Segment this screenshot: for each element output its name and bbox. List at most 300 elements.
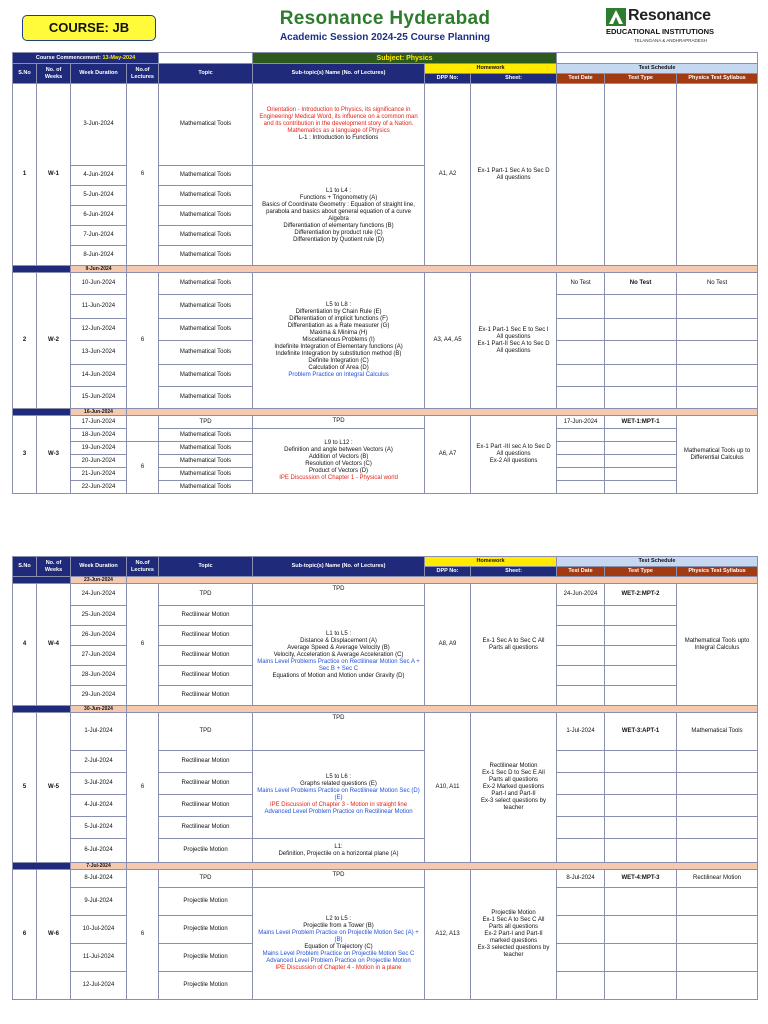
date-cell: 22-Jun-2024 [71,481,127,494]
topic-cell: Rectilinear Motion [159,751,253,773]
sno-cell: 6 [13,870,37,1000]
blank-cell [557,387,605,409]
topic-cell: Mathematical Tools [159,84,253,166]
lectures-cell: 6 [127,442,159,494]
text-line: Mains Level Problems Practice on Rectilinear Motion Sec A + Sec B + Sec C [257,659,420,672]
blank-cell [605,839,677,863]
col-sno: S.No [13,64,37,84]
blank-cell [605,455,677,468]
course-badge: COURSE: JB [22,15,156,41]
topic-cell: Mathematical Tools [159,442,253,455]
sunday-row [13,706,758,713]
page-title: Resonance Hyderabad [279,8,491,29]
blank-cell [557,666,605,686]
topic-cell: Mathematical Tools [159,295,253,319]
subtopic-cell [253,888,425,1000]
text-line: Product of Vectors (D) [309,468,369,474]
blank-cell [605,751,677,773]
col-lectures: No.of Lectures [127,557,159,577]
week-cell: W-1 [37,84,71,266]
text-line: L2 to L5 : [325,915,352,922]
date-cell: 12-Jun-2024 [71,319,127,341]
topic-cell: Rectilinear Motion [159,606,253,626]
sno-cell: 1 [13,84,37,266]
schedule-table-2 [12,556,758,1000]
day-row [13,713,758,751]
sunday-date: 16-Jun-2024 [71,409,127,416]
text-line: IPE Discussion of Chapter 3 - Motion in straight line [269,801,408,808]
text-line: Definite Integration (C) [308,358,369,364]
lectures-cell: 6 [127,273,159,409]
commencement-row [13,53,758,64]
blank-cell [557,365,605,387]
syllabus-cell: No Test [677,273,758,295]
text-line: Ex-1 Part-1 Sec A to Sec D [477,167,550,174]
sheet-cell [471,584,557,706]
text-line: L5 to L8 : [326,302,352,308]
syllabus-cell: Mathematical Tools upto Integral Calculus [677,584,758,706]
blank-cell [13,706,71,713]
test-date-cell: 8-Jul-2024 [557,870,605,888]
sunday-row [13,409,758,416]
syllabus-cell: Rectilinear Motion [677,870,758,888]
test-date-cell: No Test [557,273,605,295]
col-homework: Homework [425,64,557,74]
text-line: Average Speed & Average Velocity (B) [287,645,390,651]
text-line: Definition and angle between Vectors (A) [284,447,393,453]
text-line: Calculation of Area (D) [308,365,369,371]
text-line: Addition of Vectors (B) [308,454,369,460]
text-line: Miscellaneous Problems (I) [302,337,375,343]
sheet-cell [471,870,557,1000]
topic-cell: Mathematical Tools [159,429,253,442]
subtopic-cell [253,273,425,409]
date-cell: 11-Jun-2024 [71,295,127,319]
blank-cell [557,817,605,839]
blank-cell [557,686,605,706]
text-line: Mains Level Problem Practice on Projectile Motion Sec C [262,950,415,957]
day-row [13,84,758,166]
date-cell: 8-Jul-2024 [71,870,127,888]
text-line: Ex-1 Sec A to Sec C All [482,637,545,644]
blank-cell [605,341,677,365]
subject-cell: Subject: Physics [253,53,557,64]
blank-cell [557,972,605,1000]
topic-cell: Mathematical Tools [159,387,253,409]
dpp-cell: A8, A9 [425,584,471,706]
blank-cell [557,295,605,319]
lectures-cell: 6 [127,870,159,1000]
blank-cell [557,795,605,817]
col-subtopic: Sub-topic(s) Name (No. of Lectures) [253,557,425,577]
text-line: Ex-1 Part -III sec A to Sec D [476,444,551,450]
sno-cell: 3 [13,416,37,494]
col-weeks: No. of Weeks [37,64,71,84]
text-line: All questions [496,333,531,340]
lectures-cell: 6 [127,713,159,863]
text-line: Algebra [328,215,349,222]
subtopic-cell: TPD [253,416,425,429]
blank-cell [557,481,605,494]
text-line: Ex-1 Part-II Sec A to Sec D [477,340,550,347]
col-test-type: Test Type [605,74,677,84]
text-line: Indefinite Integration of Elementary functions (A) [274,344,403,350]
blank-cell [557,319,605,341]
subtopic-cell: TPD [253,870,425,888]
text-line: Basics of Coordinate Geometry : Equation of straight line, parabola and basics about general equation of a curve [262,201,415,215]
text-line: Differentiation by Chain Rule (E) [295,309,382,315]
col-topic: Topic [159,64,253,84]
topic-cell: Mathematical Tools [159,365,253,387]
date-cell: 8-Jun-2024 [71,246,127,266]
test-type-cell: No Test [605,273,677,295]
date-cell: 11-Jul-2024 [71,944,127,972]
topic-cell: Mathematical Tools [159,186,253,206]
blank-cell [605,429,677,442]
topic-cell: Rectilinear Motion [159,626,253,646]
blank-cell [605,944,677,972]
blank-cell [557,455,605,468]
topic-cell: Projectile Motion [159,839,253,863]
date-cell: 21-Jun-2024 [71,468,127,481]
date-cell: 18-Jun-2024 [71,429,127,442]
blank-cell [677,319,758,341]
text-line: IPE Discussion of Chapter 4 - Motion in a plane [275,964,402,971]
topic-cell: Rectilinear Motion [159,795,253,817]
title-block [200,8,570,43]
text-line: Differentiation as a Rate measurer (G) [287,323,390,329]
blank-cell [557,751,605,773]
logo-name: Resonance [628,7,711,24]
test-date-cell: 17-Jun-2024 [557,416,605,429]
text-line: Projectile from a Tower (B) [303,922,374,929]
week-cell: W-3 [37,416,71,494]
date-cell: 25-Jun-2024 [71,606,127,626]
blank-cell [605,319,677,341]
topic-cell: TPD [159,584,253,606]
col-lectures: No.of Lectures [127,64,159,84]
blank-cell [127,863,758,870]
col-duration: Week Duration [71,64,127,84]
date-cell: 29-Jun-2024 [71,686,127,706]
test-date-cell: 1-Jul-2024 [557,713,605,751]
col-duration: Week Duration [71,557,127,577]
test-type-cell: WET-2:MPT-2 [605,584,677,606]
text-line: Part-I and Part-II [491,791,536,797]
blank-cell [677,839,758,863]
text-line: L-1 : Introduction to Functions [298,135,379,141]
text-line: Ex-2 Part-I and Part-II [484,931,543,937]
test-type-cell: WET-4:MPT-3 [605,870,677,888]
col-syllabus: Physics Test Syllabus [677,567,758,577]
blank-cell [677,944,758,972]
blank-cell [605,972,677,1000]
date-cell: 5-Jun-2024 [71,186,127,206]
date-cell: 20-Jun-2024 [71,455,127,468]
week-cell: W-5 [37,713,71,863]
text-line: Resolution of Vectors (C) [305,461,372,467]
commencement-date: 13-May-2024 [102,54,136,61]
topic-cell: Projectile Motion [159,944,253,972]
text-line: All questions [496,451,531,457]
blank-cell [557,773,605,795]
blank-cell [605,387,677,409]
date-cell: 5-Jul-2024 [71,817,127,839]
text-line: Equation of Trajectory (C) [304,943,373,950]
blank-cell [605,888,677,916]
topic-cell: Mathematical Tools [159,468,253,481]
date-cell: 19-Jun-2024 [71,442,127,455]
sunday-date: 23-Jun-2024 [71,577,127,584]
date-cell: 1-Jul-2024 [71,713,127,751]
text-line: IPE Discussion of Chapter 1 - Physical world [279,475,398,481]
header-row [13,557,758,567]
blank-cell [605,686,677,706]
col-topic: Topic [159,557,253,577]
topic-cell: Mathematical Tools [159,341,253,365]
day-row [13,751,758,773]
blank-cell [557,84,605,266]
col-homework: Homework [425,557,557,567]
text-line: L9 to L12 : [324,440,353,446]
header-row [13,64,758,74]
blank-cell [605,646,677,666]
test-date-cell: 24-Jun-2024 [557,584,605,606]
sunday-row [13,266,758,273]
date-cell: 17-Jun-2024 [71,416,127,429]
blank-cell [13,266,71,273]
dpp-cell: A12, A13 [425,870,471,1000]
col-test-schedule: Test Schedule [557,64,758,74]
blank-cell [127,409,758,416]
text-line: Projectile Motion [491,910,536,916]
date-cell: 27-Jun-2024 [71,646,127,666]
blank-cell [605,773,677,795]
topic-cell: Rectilinear Motion [159,666,253,686]
topic-cell: Projectile Motion [159,916,253,944]
sno-cell: 4 [13,584,37,706]
blank-cell [557,606,605,626]
col-weeks: No. of Weeks [37,557,71,577]
blank-cell [605,481,677,494]
day-row [13,606,758,626]
text-line: Functions + Trigonometry (A) [299,194,378,201]
subtopic-cell [253,839,425,863]
col-dpp: DPP No: [425,567,471,577]
topic-cell: TPD [159,713,253,751]
date-cell: 6-Jun-2024 [71,206,127,226]
blank-cell [127,266,758,273]
text-line: Ex-1 Sec D to Sec E All [482,770,545,776]
text-line: Differentiation by Quotient rule (D) [293,236,385,243]
text-line: Advanced Level Problem Practice on Projectile Motion [266,957,411,964]
day-row [13,888,758,916]
dpp-cell: A10, A11 [425,713,471,863]
topic-cell: Mathematical Tools [159,206,253,226]
blank-cell [677,365,758,387]
blank-cell [557,53,758,64]
blank-cell [677,972,758,1000]
date-cell: 3-Jun-2024 [71,84,127,166]
dpp-cell: A3, A4, A5 [425,273,471,409]
text-line: Differentiation by product rule (C) [294,229,383,236]
col-subtopic: Sub-topic(s) Name (No. of Lectures) [253,64,425,84]
blank-cell [605,606,677,626]
text-line: Equations of Motion and Motion under Gravity (D) [272,673,405,679]
text-line: Graphs related questions (E) [300,780,377,787]
col-dpp: DPP No: [425,74,471,84]
blank-cell [557,442,605,455]
subtopic-cell: TPD [253,713,425,751]
blank-cell [605,817,677,839]
blank-cell [677,817,758,839]
text-line: Parts all questions [488,644,539,651]
date-cell: 14-Jun-2024 [71,365,127,387]
col-test-date: Test Date [557,567,605,577]
blank-cell [605,295,677,319]
blank-cell [605,84,677,266]
date-cell: 4-Jun-2024 [71,166,127,186]
date-cell: 15-Jun-2024 [71,387,127,409]
topic-cell: Rectilinear Motion [159,773,253,795]
blank-cell [127,416,159,442]
col-test-date: Test Date [557,74,605,84]
resonance-logo [606,8,764,46]
date-cell: 28-Jun-2024 [71,666,127,686]
logo-region: TELANGANA & ANDHRAPRADESH [634,38,708,43]
blank-cell [557,429,605,442]
blank-cell [677,888,758,916]
sunday-date: 7-Jul-2024 [71,863,127,870]
col-sheet: Sheet: [471,74,557,84]
test-type-cell: WET-1:MPT-1 [605,416,677,429]
text-line: Problem Practice on Integral Calculus [288,372,389,378]
day-row [13,870,758,888]
blank-cell [605,442,677,455]
subtopic-cell [253,751,425,839]
topic-cell: Mathematical Tools [159,226,253,246]
blank-cell [677,295,758,319]
dpp-cell: A6, A7 [425,416,471,494]
text-line: All questions [496,174,531,181]
topic-cell: Projectile Motion [159,972,253,1000]
text-line: Mains Level Problems Practice on Rectilinear Motion Sec (D) (E) [257,787,420,801]
date-cell: 26-Jun-2024 [71,626,127,646]
sheet-cell [471,273,557,409]
day-row [13,839,758,863]
text-line: Ex-1 Part-1 Sec E to Sec I [478,326,549,333]
sunday-row [13,863,758,870]
topic-cell: Rectilinear Motion [159,686,253,706]
day-row [13,273,758,295]
blank-cell [159,53,253,64]
text-line: Maxima & Minima (H) [309,330,368,336]
blank-cell [605,795,677,817]
week-cell: W-4 [37,584,71,706]
text-line: Ex-3 select questions by [480,798,547,804]
blank-cell [677,751,758,773]
logo-subtitle: EDUCATIONAL INSTITUTIONS [606,27,715,36]
text-line: L1 to L5 : [325,631,352,637]
date-cell: 10-Jul-2024 [71,916,127,944]
commencement-label: Course Commencement: [35,54,101,61]
blank-cell [677,84,758,266]
syllabus-cell: Mathematical Tools up to Differential Calculus [677,416,758,494]
sunday-row [13,577,758,584]
text-line: Indefinite Integration by substitution method (B) [275,351,402,357]
week-cell: W-6 [37,870,71,1000]
text-line: Advanced Level Problem Practice on Rectilinear Motion [264,808,413,815]
date-cell: 24-Jun-2024 [71,584,127,606]
page-subtitle: Academic Session 2024-25 Course Planning [279,32,491,43]
blank-cell [557,341,605,365]
blank-cell [557,916,605,944]
date-cell: 12-Jul-2024 [71,972,127,1000]
blank-cell [677,341,758,365]
text-line: Mains Level Problem Practice on Projectile Motion Sec (A) + (B) [258,929,419,943]
topic-cell: Mathematical Tools [159,455,253,468]
col-test-type: Test Type [605,567,677,577]
topic-cell: TPD [159,416,253,429]
col-sno: S.No [13,557,37,577]
blank-cell [605,626,677,646]
sno-cell: 2 [13,273,37,409]
text-line: Ex-2 All questions [489,458,538,464]
topic-cell: Mathematical Tools [159,246,253,266]
sheet-cell [471,84,557,266]
col-syllabus: Physics Test Syllabus [677,74,758,84]
date-cell: 2-Jul-2024 [71,751,127,773]
blank-cell [13,409,71,416]
topic-cell: Mathematical Tools [159,481,253,494]
blank-cell [13,863,71,870]
lectures-cell: 6 [127,584,159,706]
sheet-cell [471,713,557,863]
blank-cell [557,888,605,916]
text-line: Definition, Projectile on a horizontal plane (A) [278,850,399,857]
subtopic-cell [253,166,425,266]
subtopic-cell: TPD [253,584,425,606]
blank-cell [557,944,605,972]
col-test-schedule: Test Schedule [557,557,758,567]
date-cell: 7-Jun-2024 [71,226,127,246]
text-line: Differentiation of implicit functions (F) [289,316,388,322]
sno-cell: 5 [13,713,37,863]
dpp-cell: A1, A2 [425,84,471,266]
topic-cell: TPD [159,870,253,888]
text-line: Velocity, Acceleration & Average Acceleration (C) [273,652,404,658]
syllabus-cell: Mathematical Tools [677,713,758,751]
text-line: Parts all questions [488,924,539,930]
blank-cell [677,387,758,409]
blank-cell [677,795,758,817]
date-cell: 10-Jun-2024 [71,273,127,295]
sunday-date: 30-Jun-2024 [71,706,127,713]
topic-cell: Rectilinear Motion [159,646,253,666]
topic-cell: Projectile Motion [159,888,253,916]
blank-cell [677,916,758,944]
text-line: Rectilinear Motion [489,763,538,769]
date-cell: 9-Jul-2024 [71,888,127,916]
page-header [0,0,768,52]
subtopic-cell [253,84,425,166]
text-line: L5 to L6 : [325,773,352,780]
blank-cell [605,916,677,944]
topic-cell: Mathematical Tools [159,273,253,295]
date-cell: 4-Jul-2024 [71,795,127,817]
blank-cell [127,577,758,584]
blank-cell [557,626,605,646]
